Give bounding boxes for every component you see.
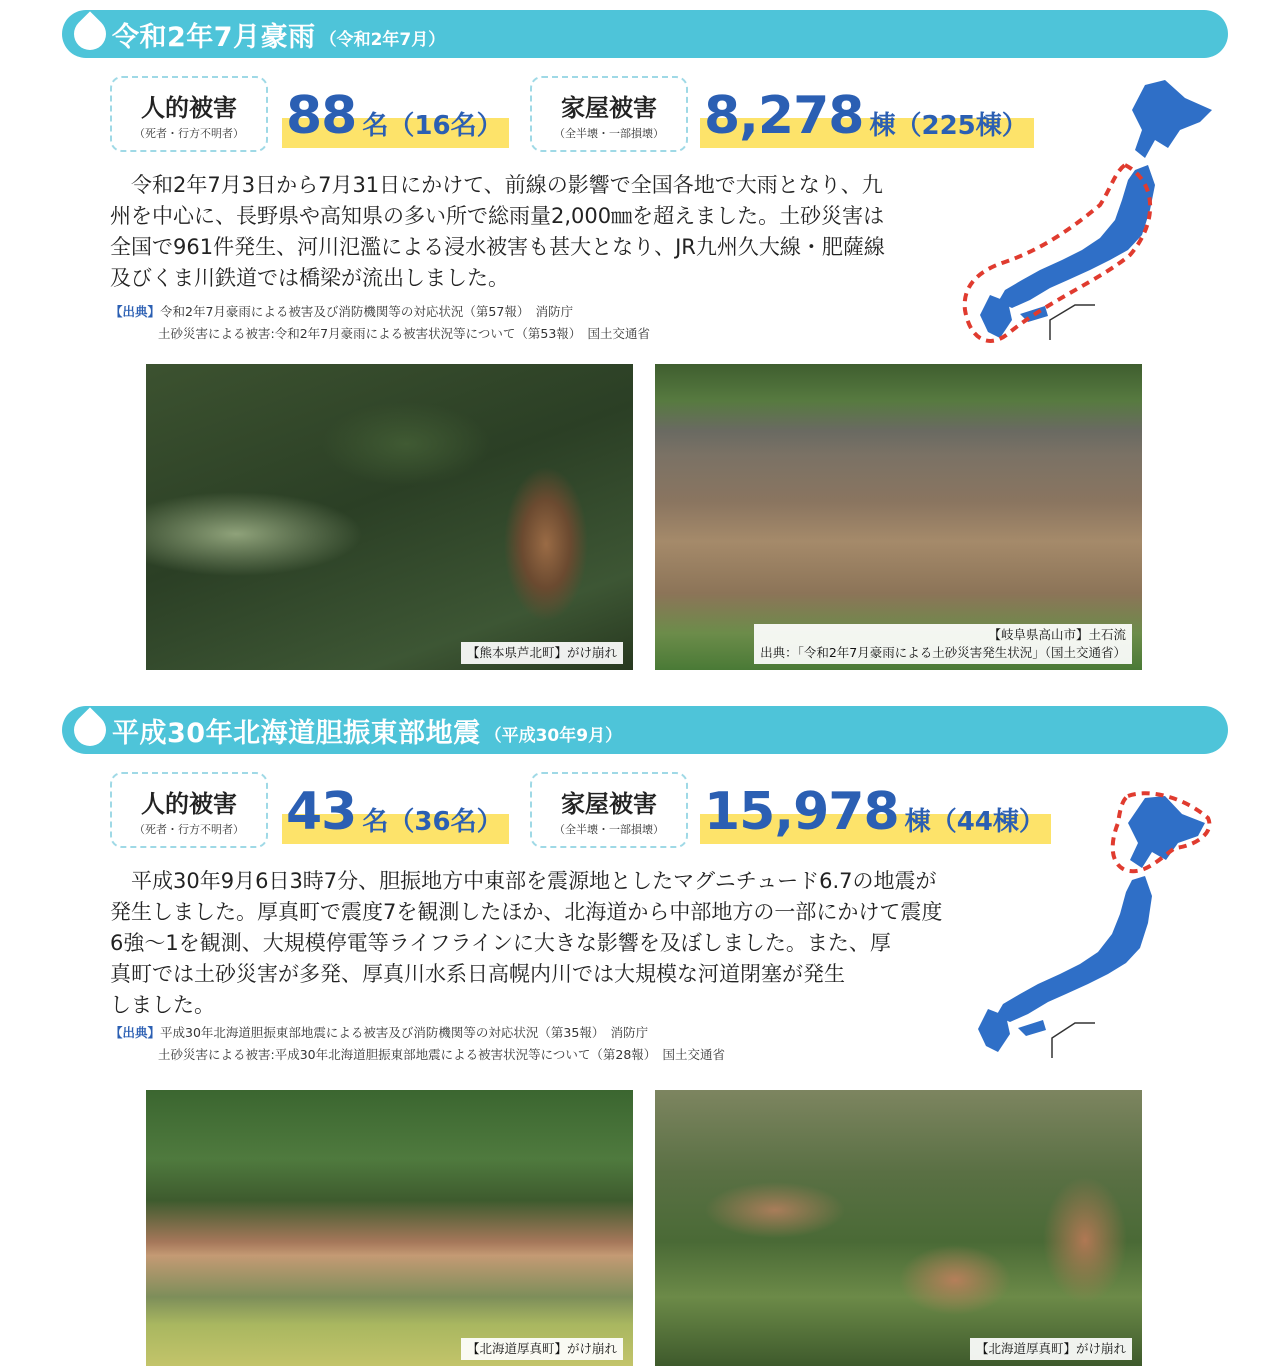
photo-caption — [754, 624, 1132, 664]
source-citation — [110, 1022, 725, 1066]
description-line: 発生しました。厚真町で震度7を観測したほか、北海道から中部地方の一部にかけて震度 — [110, 900, 943, 924]
photo-caption-line: 【岐阜県高山市】土石流 — [988, 627, 1126, 642]
section-subtitle: （令和2年7月） — [319, 29, 446, 50]
photo-landslide-atsuma-1 — [146, 1090, 633, 1366]
house-damage-unit: 棟 — [904, 807, 931, 837]
photo-caption: 【北海道厚真町】がけ崩れ — [970, 1338, 1132, 1360]
source-tag: 【出典】 — [110, 304, 161, 319]
source-line-2: 土砂災害による被害:平成30年北海道胆振東部地震による被害状況等について（第28報） 国土交通省 — [158, 1047, 726, 1062]
description-line: 真町では土砂災害が多発、厚真川水系日高幌内川では大規模な河道閉塞が発生 — [110, 962, 845, 986]
photo-caption: 【熊本県芦北町】がけ崩れ — [461, 642, 623, 664]
human-damage-stat — [282, 774, 509, 844]
japan-map-hokkaido-highlight — [960, 788, 1220, 1063]
description-line: 平成30年9月6日3時7分、胆振地方中東部を震源地としたマグニチュード6.7の地震が — [110, 869, 937, 893]
human-damage-unit: 名 — [362, 807, 389, 837]
description-line: 及びくま川鉄道では橋梁が流出しました。 — [110, 266, 509, 290]
human-damage-detail: （16名） — [388, 111, 503, 141]
section-title: 平成30年北海道胆振東部地震 — [112, 717, 481, 749]
source-line-2: 土砂災害による被害:令和2年7月豪雨による被害状況等について（第53報） 国土交通省 — [158, 326, 651, 341]
house-damage-label-box — [530, 772, 688, 848]
house-damage-sublabel: （全半壊・一部損壊） — [554, 822, 664, 836]
description-line: 州を中心に、長野県や高知県の多い所で総雨量2,000㎜を超えました。土砂災害は — [110, 204, 885, 228]
human-damage-label-box — [110, 772, 268, 848]
human-damage-value: 43 — [286, 782, 357, 842]
photo-landslide-atsuma-2 — [655, 1090, 1142, 1366]
human-damage-value: 88 — [286, 86, 357, 146]
house-damage-value: 8,278 — [704, 86, 864, 146]
section-description — [110, 866, 942, 1021]
section-title: 令和2年7月豪雨 — [112, 21, 316, 53]
section-2018-hokkaido-earthquake — [0, 700, 1280, 1366]
source-line-1: 令和2年7月豪雨による被害及び消防機関等の対応状況（第57報） 消防庁 — [160, 304, 574, 319]
human-damage-sublabel: （死者・行方不明者） — [134, 126, 244, 140]
section-description — [110, 170, 885, 294]
photo-caption-source: 出典：「令和2年7月豪雨による土砂災害発生状況」（国土交通省） — [760, 645, 1126, 660]
house-damage-unit: 棟 — [869, 111, 896, 141]
photo-debris-flow-takayama — [655, 364, 1142, 670]
section-banner — [62, 706, 1228, 754]
house-damage-sublabel: （全半壊・一部損壊） — [554, 126, 664, 140]
section-subtitle: （平成30年9月） — [484, 725, 623, 746]
human-damage-label: 人的被害 — [141, 93, 237, 122]
source-citation — [110, 301, 650, 345]
house-damage-label: 家屋被害 — [561, 93, 657, 122]
photo-caption: 【北海道厚真町】がけ崩れ — [461, 1338, 623, 1360]
source-tag: 【出典】 — [110, 1025, 161, 1040]
human-damage-label: 人的被害 — [141, 789, 237, 818]
description-line: 令和2年7月3日から7月31日にかけて、前線の影響で全国各地で大雨となり、九 — [110, 173, 883, 197]
description-line: 全国で961件発生、河川氾濫による浸水被害も甚大となり、JR九州久大線・肥薩線 — [110, 235, 885, 259]
description-line: 6強〜1を観測、大規模停電等ライフラインに大きな影響を及ぼしました。また、厚 — [110, 931, 891, 955]
house-damage-detail: （44棟） — [930, 807, 1045, 837]
house-damage-value: 15,978 — [704, 782, 899, 842]
photo-landslide-ashikita — [146, 364, 633, 670]
description-line: しました。 — [110, 993, 215, 1017]
house-damage-label: 家屋被害 — [561, 789, 657, 818]
human-damage-unit: 名 — [362, 111, 389, 141]
human-damage-sublabel: （死者・行方不明者） — [134, 822, 244, 836]
water-drop-icon — [67, 11, 112, 56]
water-drop-icon — [67, 707, 112, 752]
human-damage-stat — [282, 78, 509, 148]
house-damage-label-box — [530, 76, 688, 152]
human-damage-detail: （36名） — [388, 807, 503, 837]
japan-map-kyushu-highlight — [950, 70, 1220, 355]
section-banner — [62, 10, 1228, 58]
house-damage-detail: （225棟） — [895, 111, 1028, 141]
human-damage-label-box — [110, 76, 268, 152]
source-line-1: 平成30年北海道胆振東部地震による被害及び消防機関等の対応状況（第35報） 消防庁 — [160, 1025, 649, 1040]
